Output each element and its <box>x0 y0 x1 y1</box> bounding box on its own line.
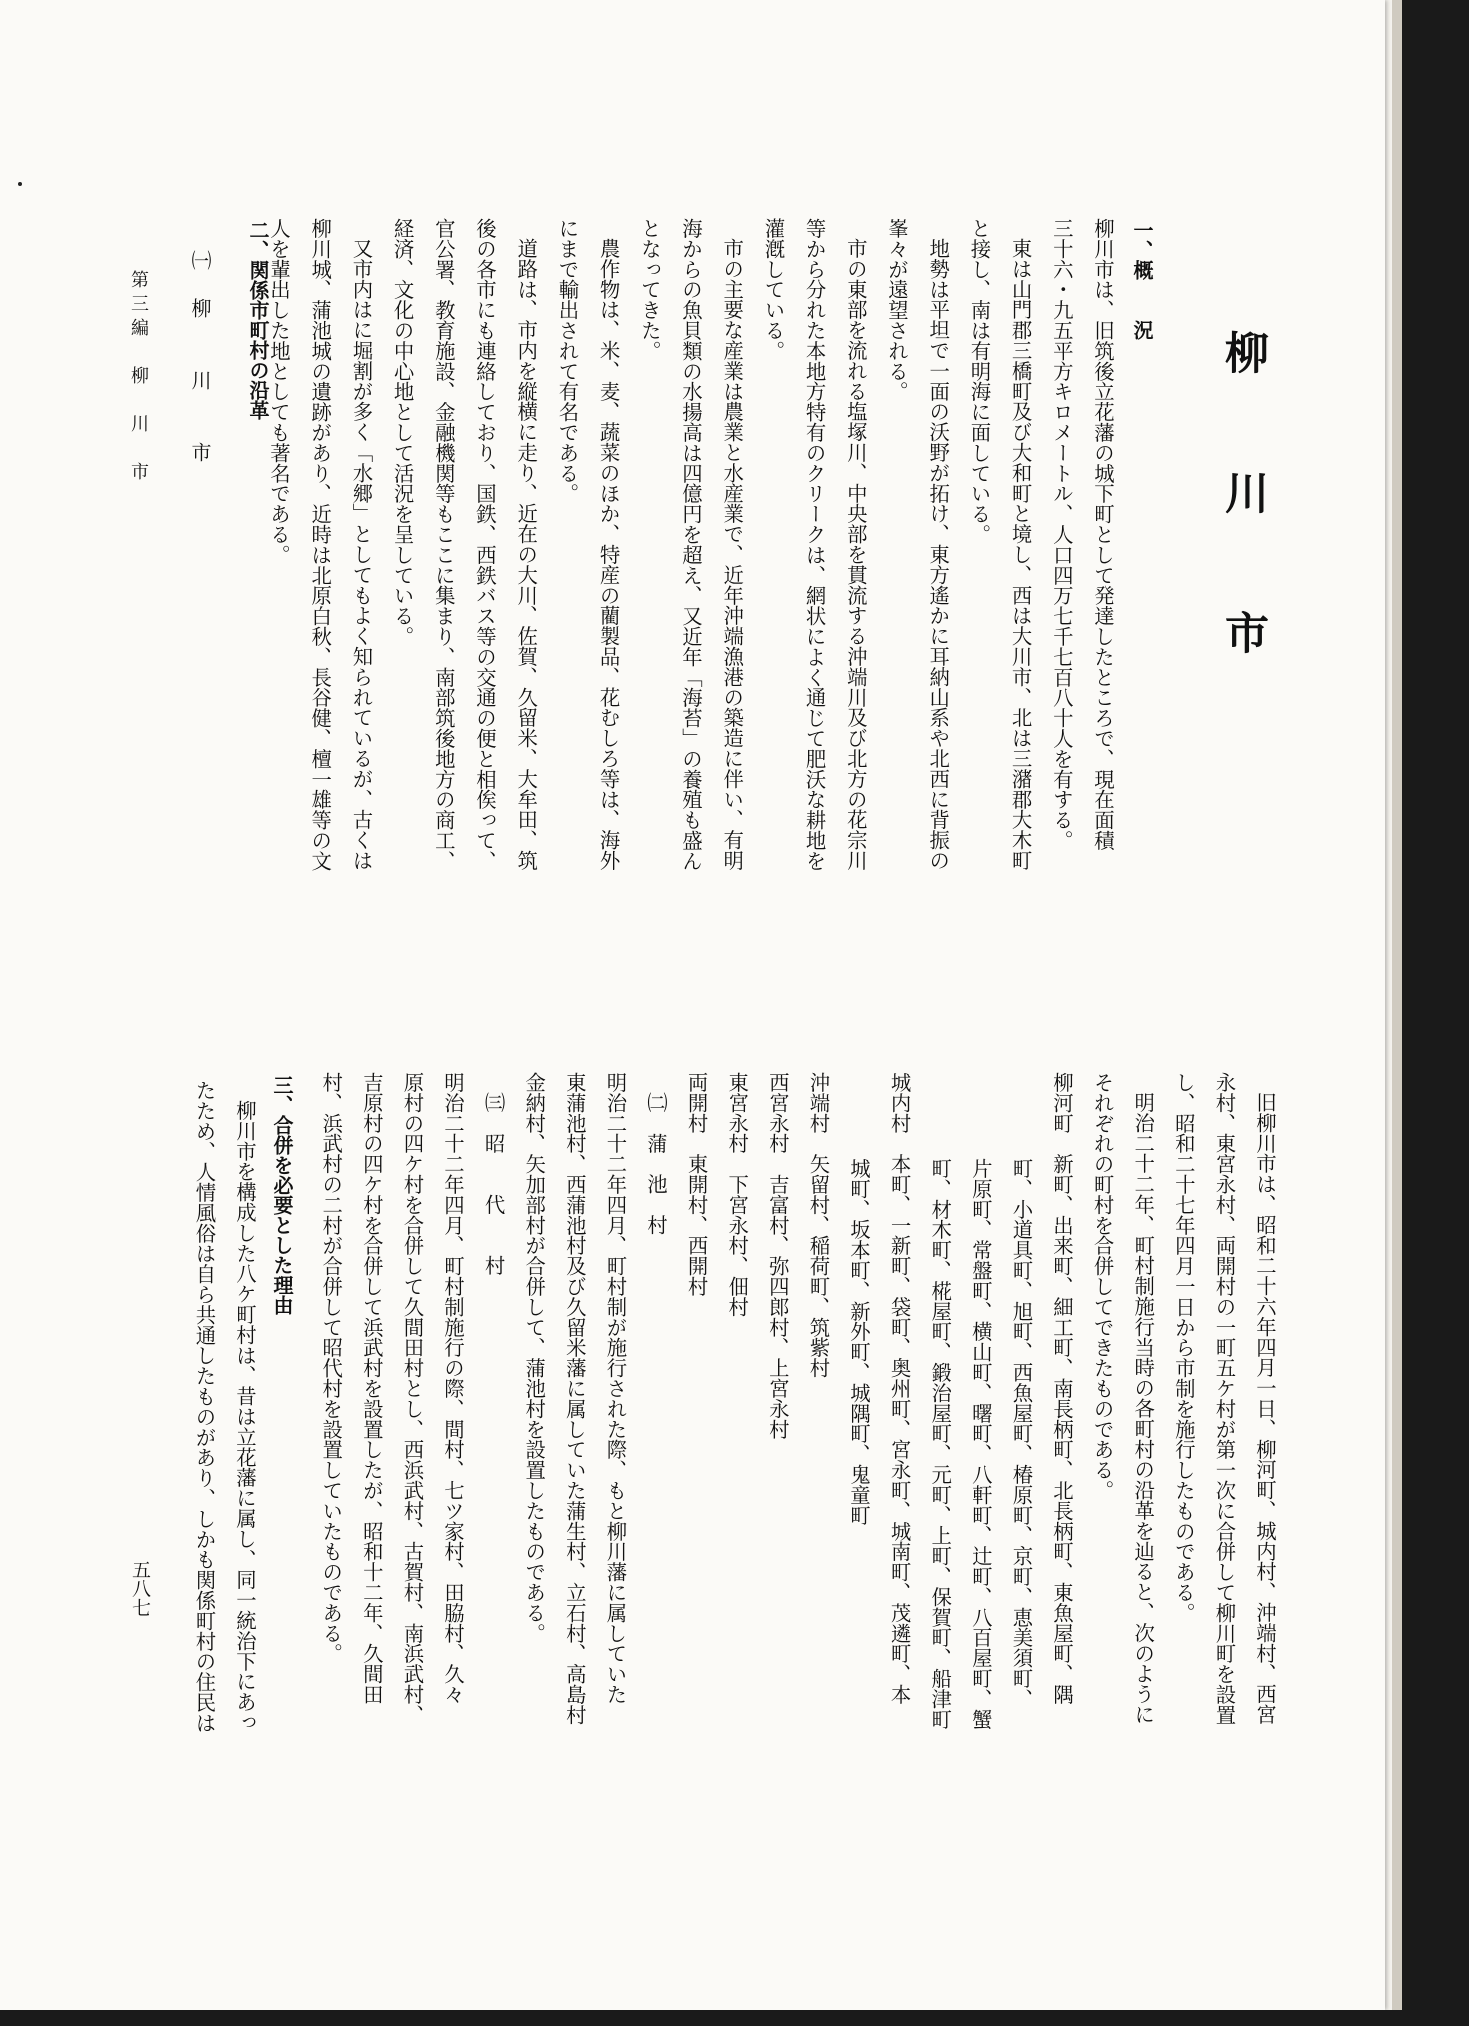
text-column: 柳河町 新町、出来町、細工町、南長柄町、北長柄町、東魚屋町、隅 <box>1050 1072 1074 1705</box>
text-column: にまで輸出されて有名である。 <box>555 218 580 504</box>
text-column: 柳川市は、旧筑後立花藩の城下町として発達したところで、現在面積 <box>1091 218 1115 851</box>
text-column: それぞれの町村を合併してできたものである。 <box>1090 1072 1115 1501</box>
text-column: 官公署、教育施設、金融機関等もここに集まり、南部筑後地方の商工、 <box>431 218 456 871</box>
section1-heading: 一、概 況 <box>1130 220 1154 340</box>
text-column: 農作物は、米、麦、蔬菜のほか、特産の藺製品、花むしろ等は、海外 <box>596 238 621 871</box>
text-column: 海からの魚貝類の水揚高は四億円を超え、又近年「海苔」の養殖も盛ん <box>679 218 703 871</box>
text-column: ㈢ 昭 代 村 <box>481 1092 506 1276</box>
text-column: 等から分れた本地方特有のクリークは、網状によく通じて肥沃な耕地を <box>802 218 827 871</box>
bottom-edge <box>0 2010 1469 2026</box>
page-edge-strip <box>1392 0 1402 2026</box>
text-column: 柳川城、蒲池城の遺跡があり、近時は北原白秋、長谷健、檀一雄等の文 <box>308 218 333 871</box>
page-title: 柳 川 市 <box>1217 330 1268 680</box>
ink-dot <box>18 182 22 186</box>
text-column: 東宮永村 下宮永村、佃村 <box>725 1072 750 1317</box>
page-footer: 第三編 柳 川 市 <box>128 270 149 486</box>
text-column: 永村、東宮永村、両開村の一町五ケ村が第一次に合併して柳川町を設置 <box>1212 1072 1237 1725</box>
text-column: 沖端村 矢留村、稲荷町、筑紫村 <box>806 1072 831 1378</box>
text-column: 東は山門郡三橋町及び大和町と境し、西は大川市、北は三潴郡大木町 <box>1008 238 1033 871</box>
text-column: 灌漑している。 <box>761 218 786 361</box>
text-column: 原村の四ケ村を合併して久間田村とし、西浜武村、古賀村、南浜武村、 <box>400 1072 425 1725</box>
text-column: 明治二十二年、町村制施行当時の各町村の沿革を辿ると、次のように <box>1131 1092 1156 1725</box>
text-column: 明治二十二年四月、町村制が施行された際、もと柳川藩に属していた <box>603 1072 628 1705</box>
text-column: 地勢は平坦で一面の沃野が拓け、東方遙かに耳納山系や北西に背振の <box>926 238 951 871</box>
binding-edge <box>1392 0 1469 2026</box>
text-column: 道路は、市内を縦横に走り、近在の大川、佐賀、久留米、大牟田、筑 <box>514 238 539 871</box>
page-number: 五八七 <box>129 1560 151 1617</box>
text-column: 西宮永村 吉富村、弥四郎村、上宮永村 <box>765 1072 790 1440</box>
text-column: 片原町、常盤町、横山町、曙町、八軒町、辻町、八百屋町、蟹 <box>968 1158 993 1730</box>
text-column: 峯々が遠望される。 <box>885 218 909 402</box>
text-column: 城町、坂本町、新外町、城隅町、鬼童町 <box>847 1158 871 1526</box>
text-column: 金納村、矢加部村が合併して、蒲池村を設置したものである。 <box>522 1072 547 1644</box>
text-column: 後の各市にも連絡しており、国鉄、西鉄バス等の交通の便と相俟って、 <box>473 218 497 871</box>
text-column: 人を輩出した地としても著名である。 <box>267 218 291 565</box>
text-column: ㈡ 蒲 池 村 <box>644 1092 668 1235</box>
text-column: 東蒲池村、西蒲池村及び久留米藩に属していた蒲生村、立石村、高島村 <box>562 1072 587 1725</box>
text-column: 城内村 本町、一新町、袋町、奥州町、宮永町、城南町、茂遴町、本 <box>887 1072 912 1705</box>
section3-heading: 三、合併を必要とした理由 <box>270 1075 294 1315</box>
text-column: 経済、文化の中心地として活況を呈している。 <box>390 218 415 647</box>
section2-heading: 二、関係市町村の沿革 <box>246 220 270 420</box>
text-column: 三十六・九五平方キロメートル、人口四万七千七百八十人を有する。 <box>1049 218 1074 851</box>
text-column: となってきた。 <box>637 218 662 361</box>
text-column: 又市内はに堀割が多く「水郷」としてもよく知られているが、古くは <box>349 238 374 871</box>
text-column: 村、浜武村の二村が合併して昭代村を設置していたものである。 <box>319 1072 344 1664</box>
text-column: 市の主要な産業は農業と水産業で、近年沖端漁港の築造に伴い、有明 <box>720 238 745 871</box>
text-column: 吉原村の四ケ村を合併して浜武村を設置したが、昭和十二年、久間田 <box>359 1072 384 1705</box>
text-column: 旧柳川市は、昭和二十六年四月一日、柳河町、城内村、沖端村、西宮 <box>1253 1092 1277 1725</box>
section2-sub-yanagawa: ㈠ 柳 川 市 <box>188 250 212 466</box>
text-column: 柳川市を構成した八ケ町村は、昔は立花藩に属し、同一統治下にあっ <box>233 1100 257 1733</box>
text-column: たため、人情風俗は自ら共通したものがあり、しかも関係町村の住民は <box>192 1080 217 1733</box>
text-column: 町、材木町、椛屋町、鍛治屋町、元町、上町、保賀町、船津町 <box>928 1158 953 1730</box>
text-column: 両開村 東開村、西開村 <box>684 1072 709 1297</box>
text-column: 明治二十二年四月、町村制施行の際、間村、七ツ家村、田脇村、久々 <box>441 1072 465 1705</box>
text-column: と接し、南は有明海に面している。 <box>967 218 992 545</box>
text-column: 町、小道具町、旭町、西魚屋町、椿原町、京町、恵美須町、 <box>1009 1158 1034 1709</box>
text-column: 市の東部を流れる塩塚川、中央部を貫流する沖端川及び北方の花宗川 <box>843 238 868 871</box>
text-column: し、昭和二十七年四月一日から市制を施行したものである。 <box>1171 1072 1196 1623</box>
